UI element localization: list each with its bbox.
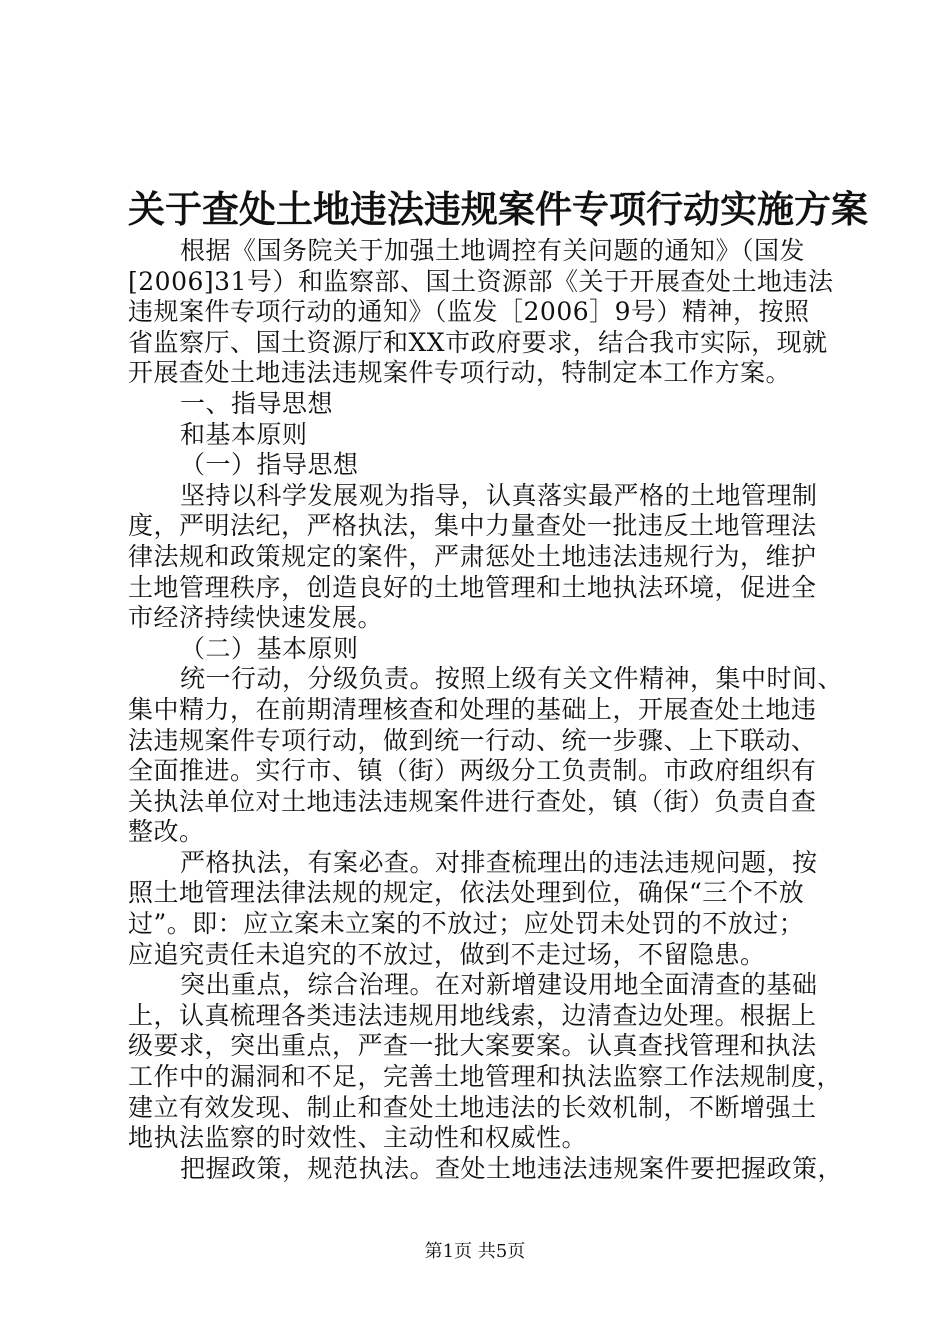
paragraph-line: 过”。即：应立案未立案的不放过；应处罚未处罚的不放过； [128, 909, 805, 939]
paragraph-line: （二）基本原则 [180, 633, 359, 663]
paragraph-line: 照土地管理法律法规的规定，依法处理到位，确保“三个不放 [128, 878, 805, 908]
document-body [128, 236, 844, 1184]
paragraph-line: 律法规和政策规定的案件，严肃惩处土地违法违规行为，维护 [128, 541, 817, 571]
paragraph-line: 级要求，突出重点，严查一批大案要案。认真查找管理和执法 [128, 1031, 817, 1061]
paragraph-line: 严格执法，有案必查。对排查梳理出的违法违规问题，按 [180, 847, 818, 877]
paragraph-line: 把握政策，规范执法。查处土地违法违规案件要把握政策， [180, 1153, 844, 1183]
paragraph-line: 市经济持续快速发展。 [128, 603, 384, 633]
paragraph-line: 全面推进。实行市、镇（街）两级分工负责制。市政府组织有 [128, 756, 817, 786]
paragraph-line: 关执法单位对土地违法违规案件进行查处，镇（街）负责自查 [128, 786, 817, 816]
paragraph-line: 坚持以科学发展观为指导，认真落实最严格的土地管理制 [180, 480, 818, 510]
paragraph-line: 省监察厅、国土资源厅和XX市政府要求，结合我市实际，现就 [128, 327, 828, 357]
paragraph-line: （一）指导思想 [180, 450, 359, 480]
paragraph-line: 上，认真梳理各类违法违规用地线索，边清查边处理。根据上 [128, 1000, 817, 1030]
paragraph-line: [2006]31号）和监察部、国土资源部《关于开展查处土地违法 [128, 266, 834, 296]
paragraph-line: 根据《国务院关于加强土地调控有关问题的通知》（国发 [180, 236, 806, 265]
document-title: 关于查处土地违法违规案件专项行动实施方案 [128, 187, 868, 231]
paragraph-line: 建立有效发现、制止和查处土地违法的长效机制，不断增强土 [128, 1092, 817, 1122]
paragraph-line: 整改。 [128, 817, 205, 847]
paragraph-line: 土地管理秩序，创造良好的土地管理和土地执法环境，促进全 [128, 572, 817, 602]
paragraph-line: 开展查处土地违法违规案件专项行动，特制定本工作方案。 [128, 358, 792, 388]
paragraph-line: 法违规案件专项行动，做到统一行动、统一步骤、上下联动、 [128, 725, 817, 755]
paragraph-line: 工作中的漏洞和不足，完善土地管理和执法监察工作法规制度， [128, 1062, 843, 1092]
paragraph-line: 违规案件专项行动的通知》（监发［2006］9号）精神，按照 [128, 297, 810, 327]
paragraph-line: 突出重点，综合治理。在对新增建设用地全面清查的基础 [180, 970, 818, 1000]
page-footer: 第1页 共5页 [424, 1241, 526, 1262]
paragraph-line: 和基本原则 [180, 419, 308, 449]
paragraph-line: 统一行动，分级负责。按照上级有关文件精神，集中时间、 [180, 664, 844, 694]
paragraph-line: 一、指导思想 [180, 388, 334, 418]
paragraph-line: 集中精力，在前期清理核查和处理的基础上，开展查处土地违 [128, 694, 817, 724]
paragraph-line: 度，严明法纪，严格执法，集中力量查处一批违反土地管理法 [128, 511, 817, 541]
paragraph-line: 地执法监察的时效性、主动性和权威性。 [128, 1123, 588, 1153]
paragraph-line: 应追究责任未追究的不放过，做到不走过场，不留隐患。 [128, 939, 766, 969]
